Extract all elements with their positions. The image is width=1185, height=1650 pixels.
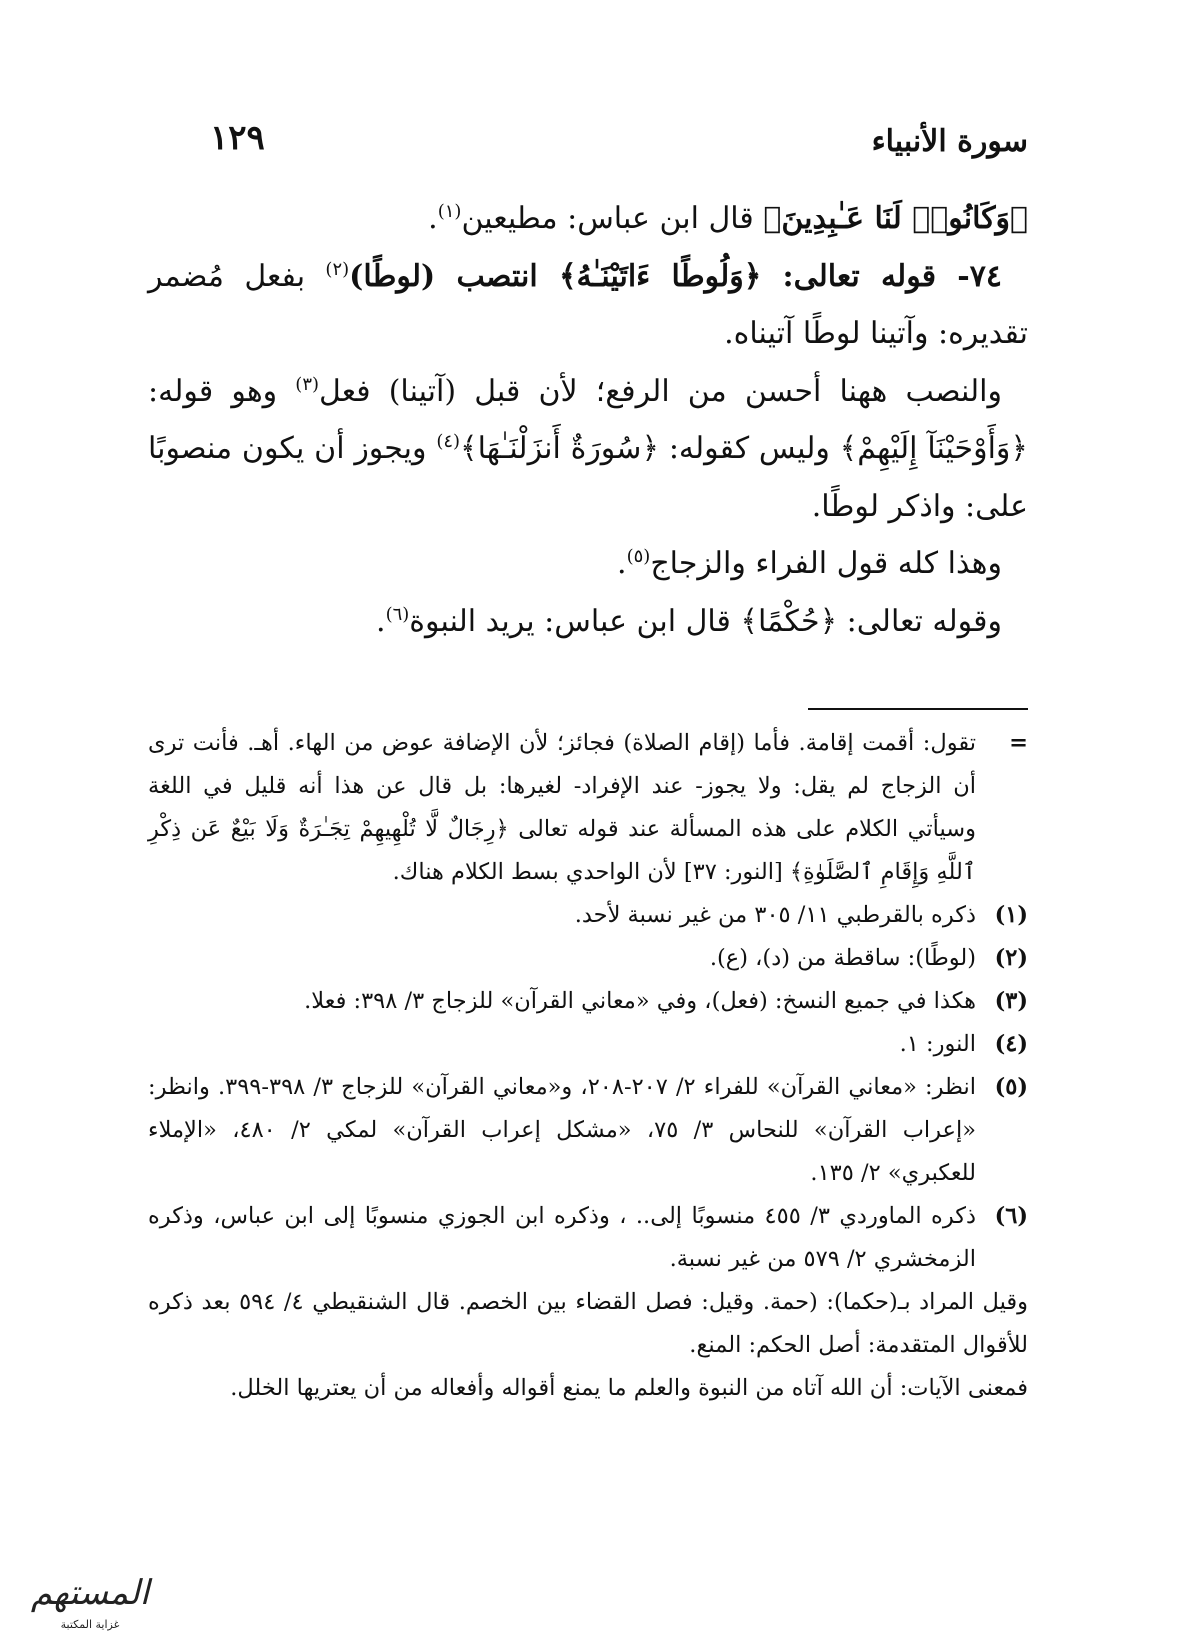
svg-text:غزاية المكتبة: غزاية المكتبة [60, 1618, 120, 1631]
text: بفعل مُضمر تقديره: وآتينا لوطًا آتيناه. [148, 258, 1028, 351]
paragraph-1 [148, 190, 1028, 248]
footnote-marker: (٥) [994, 1074, 1028, 1100]
footnote-marker: (٢) [994, 945, 1028, 971]
footnote-divider [808, 708, 1028, 710]
footnote-marker: (٣) [994, 988, 1028, 1014]
footnote-text: ذكره الماوردي ٣/ ٤٥٥ منسوبًا إلى.. ، وذكره ابن الجوزي منسوبًا إلى ابن عباس، وذكره الزمخشري ٢/ ٥٧٩ من غير نسبة. [148, 1203, 976, 1272]
footnote-ref-5: (٥) [626, 546, 651, 567]
paragraph-2 [148, 248, 1028, 363]
footnote-text: (لوطًا): ساقطة من (د)، (ع). [709, 945, 976, 971]
footnote-3 [148, 980, 1028, 1023]
page-number: ١٢٩ [210, 118, 265, 158]
page-header [148, 118, 1028, 172]
footnote-text: تقول: أقمت إقامة. فأما (إقام الصلاة) فجائز؛ لأن الإضافة عوض من الهاء. أهـ. فأنت ترى أن الزجاج لم يقل: ولا يجوز- عند الإفراد- لغيرها: بل قال عن هذا أنه قليل في اللغة وسيأتي الكلام على هذه المسألة عند قوله تعالى ﴿رِجَالٌ لَّا تُلْهِيهِمْ تِجَـٰرَةٌ وَلَا بَيْعٌ عَن ذِكْرِ ٱللَّهِ وَإِقَامِ ٱلصَّلَوٰةِ﴾ [النور: ٣٧] لأن الواحدي بسط الكلام هناك. [148, 730, 976, 885]
footnote-marker: (٦) [994, 1203, 1028, 1229]
footnote-text: هكذا في جميع النسخ: (فعل)، وفي «معاني القرآن» للزجاج ٣/ ٣٩٨: فعلا. [304, 988, 976, 1014]
continuation-marker: = [1009, 730, 1028, 756]
quran-verse: ﴿وَكَانُوا۟ لَنَا عَـٰبِدِينَ﴾ [763, 201, 1028, 236]
text: ويجوز أن يكون منصوبًا على: واذكر لوطًا. [148, 431, 1028, 524]
footnote-1 [148, 894, 1028, 937]
footnote-6-para-3: فمعنى الآيات: أن الله آتاه من النبوة والعلم ما يمنع أقواله وأفعاله من أن يعتريها الخلل. [230, 1375, 1028, 1401]
footnote-text: النور: ١. [899, 1031, 976, 1057]
footnotes [148, 722, 1028, 1410]
paragraph-5 [148, 593, 1028, 651]
verse-number-text: ٧٤- قوله تعالى: ﴿وَلُوطًا ءَاتَيْنَـٰهُ﴾ انتصب (لوطًا) [349, 258, 1002, 294]
footnote-6 [148, 1195, 1028, 1281]
main-body [148, 190, 1028, 650]
footnote-ref-2: (٢) [325, 258, 350, 280]
text: . [428, 201, 438, 236]
footnote-text: ذكره بالقرطبي ١١/ ٣٠٥ من غير نسبة لأحد. [574, 902, 976, 928]
surah-title: سورة الأنبياء [871, 124, 1028, 159]
text: قال ابن عباس: مطيعين [461, 201, 764, 236]
text: والنصب ههنا أحسن من الرفع؛ لأن قبل (آتينا) فعل [319, 373, 1002, 409]
publisher-logo-icon [10, 1560, 170, 1635]
text: . [617, 546, 627, 581]
text: وقوله تعالى: ﴿حُكْمًا﴾ قال ابن عباس: يريد النبوة [409, 603, 1002, 639]
footnote-2 [148, 937, 1028, 980]
footnote-ref-4: (٤) [436, 431, 461, 452]
paragraph-4 [148, 535, 1028, 593]
text: وهذا كله قول الفراء والزجاج [650, 546, 1002, 581]
svg-text:المستهم: المستهم [30, 1573, 150, 1613]
footnote-marker: (١) [994, 902, 1028, 928]
footnote-ref-6: (٦) [385, 603, 410, 625]
footnote-text: انظر: «معاني القرآن» للفراء ٢/ ٢٠٧-٢٠٨، و«معاني القرآن» للزجاج ٣/ ٣٩٨-٣٩٩. وانظر: «إعراب القرآن» للنحاس ٣/ ٧٥، «مشكل إعراب القرآن» لمكي ٢/ ٤٨٠، «الإملاء للعكبري» ٢/ ١٣٥. [148, 1074, 977, 1186]
footnote-ref-1: (١) [437, 201, 462, 222]
text: . [376, 603, 386, 639]
footnote-ref-3: (٣) [295, 373, 320, 395]
footnote-6-para-2: وقيل المراد بـ(حكما): (حمة. وقيل: فصل القضاء بين الخصم. قال الشنقيطي ٤/ ٥٩٤ بعد ذكره للأقوال المتقدمة: أصل الحكم: المنع. [148, 1289, 1029, 1358]
footnote-marker: (٤) [994, 1031, 1028, 1057]
footnote-5 [148, 1066, 1028, 1195]
footnote-4 [148, 1023, 1028, 1066]
paragraph-3 [148, 363, 1028, 536]
text: وهو قوله: ﴿وَأَوْحَيْنَآ إِلَيْهِمْ﴾ وليس كقوله: ﴿سُورَةٌ أَنزَلْنَـٰهَا﴾ [148, 373, 1028, 466]
footnote-continuation [148, 722, 1028, 894]
